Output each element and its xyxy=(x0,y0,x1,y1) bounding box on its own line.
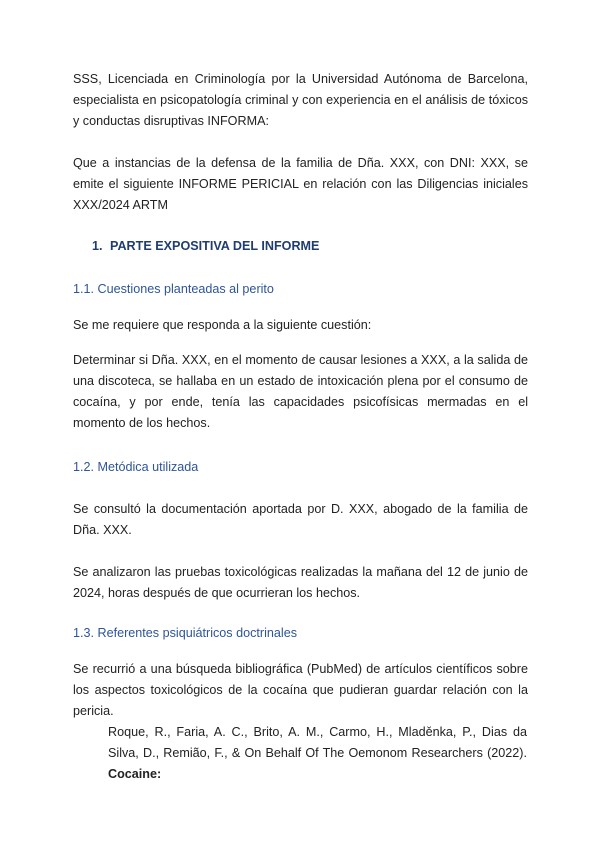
subsection-1-1-title: 1.1. Cuestiones planteadas al perito xyxy=(73,282,274,296)
intro-paragraph-2: Que a instancias de la defensa de la familia de Dña. XXX, con DNI: XXX, se emite el siguiente INFORME PERICIAL en relación con las Diligencias iniciales XXX/2024 ARTM xyxy=(73,156,528,212)
methodology-paragraph-2: Se analizaron las pruebas toxicológicas realizadas la mañana del 12 de junio de 2024, horas después de que ocurrieran los hechos. xyxy=(73,565,528,600)
section-number: 1. xyxy=(92,239,103,253)
subsection-1-3-title: 1.3. Referentes psiquiátricos doctrinales xyxy=(73,626,298,640)
reference-title-bold: Cocaine: xyxy=(108,767,162,781)
methodology-paragraph-1: Se consultó la documentación aportada por D. XXX, abogado de la familia de Dña. XXX. xyxy=(73,502,528,537)
section-title: PARTE EXPOSITIVA DEL INFORME xyxy=(110,239,320,253)
subsection-1-2-title: 1.2. Metódica utilizada xyxy=(73,460,199,474)
reference-citation: Roque, R., Faria, A. C., Brito, A. M., Carmo, H., Mladěnka, P., Dias da Silva, D., Remião, F., & On Behalf Of The Oemonom Researchers (2022). xyxy=(108,725,527,760)
question-intro-paragraph: Se me requiere que responda a la siguiente cuestión: xyxy=(73,318,372,332)
bibliography-reference xyxy=(108,722,527,785)
references-intro-paragraph: Se recurrió a una búsqueda bibliográfica (PubMed) de artículos científicos sobre los aspectos toxicológicos de la cocaína que pudieran guardar relación con la pericia. xyxy=(73,662,528,718)
intro-paragraph-1: SSS, Licenciada en Criminología por la Universidad Autónoma de Barcelona, especialista en psicopatología criminal y con experiencia en el análisis de tóxicos y conductas disruptivas INFORMA: xyxy=(73,72,528,128)
section-heading xyxy=(92,238,319,254)
question-paragraph: Determinar si Dña. XXX, en el momento de causar lesiones a XXX, a la salida de una discoteca, se hallaba en un estado de intoxicación plena por el consumo de cocaína, y por ende, tenía las capacidades psicofísicas mermadas en el momento de los hechos. xyxy=(73,353,528,430)
